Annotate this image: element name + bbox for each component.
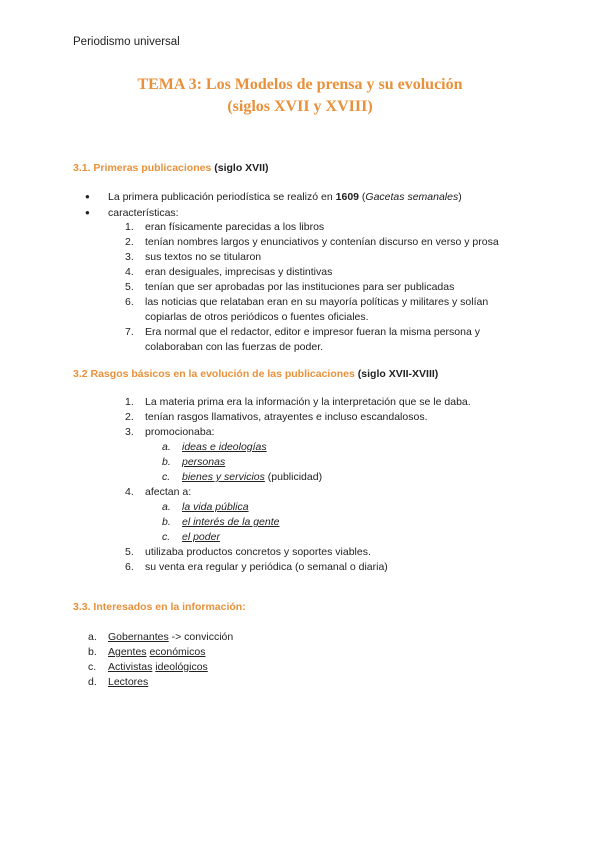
paren-open: ( — [361, 191, 366, 203]
list-text-continued: copiarlas de otros periódicos o fuentes oficiales. — [145, 311, 369, 323]
list-number: 4. — [125, 486, 134, 498]
list-text: tenían rasgos llamativos, atrayentes e incluso escandalosos. — [145, 411, 428, 423]
list-item — [88, 645, 233, 660]
list-item — [125, 485, 471, 500]
list-number: 1. — [125, 396, 134, 408]
sub-text: ideas e ideologías — [182, 441, 267, 453]
list-text: afectan a: — [145, 486, 192, 498]
bullet-italic: Gacetas semanales — [365, 191, 459, 203]
list-number: 2. — [125, 236, 134, 248]
list-letter: c. — [88, 661, 97, 673]
list-term: Agentes — [108, 646, 147, 658]
sub-list-item — [145, 470, 471, 485]
list-item — [125, 545, 471, 560]
sub-list-item — [145, 515, 471, 530]
sub-text: el interés de la gente — [182, 516, 280, 528]
list-item — [125, 295, 499, 325]
sub-text: bienes y servicios — [182, 471, 265, 483]
list-item — [125, 220, 499, 235]
list-item — [125, 410, 471, 425]
sub-letter: b. — [162, 516, 171, 528]
list-number: 5. — [125, 281, 134, 293]
list-number: 5. — [125, 546, 134, 558]
section-heading-suffix: (siglo XVII-XVIII) — [357, 368, 439, 380]
list-text: ideológicos — [155, 661, 208, 673]
bullet-text: características: — [108, 207, 179, 219]
list-item — [125, 395, 471, 410]
list-item — [125, 560, 471, 575]
list-text: utilizaba productos concretos y soportes viables. — [145, 546, 371, 558]
list-term: Activistas — [108, 661, 153, 673]
bullet-text: La primera publicación periodística se realizó en — [108, 191, 333, 203]
list-number: 6. — [125, 296, 134, 308]
bullet-item — [73, 189, 462, 205]
list-number: 6. — [125, 561, 134, 573]
bullet-item — [73, 205, 462, 221]
interested-list — [88, 630, 234, 690]
section-heading-suffix: (siglo XVII) — [214, 162, 269, 174]
list-text: eran desiguales, imprecisas y distintivas — [145, 266, 333, 278]
features-list — [125, 395, 471, 575]
list-text: tenían que ser aprobadas por las instituciones para ser publicadas — [145, 281, 455, 293]
list-text: económicos — [149, 646, 206, 658]
list-item — [125, 265, 499, 280]
sub-letter: b. — [162, 456, 171, 468]
section-heading-text: 3.3. Interesados en la información: — [73, 601, 246, 613]
list-letter: b. — [88, 646, 97, 658]
sub-list-item — [145, 530, 471, 545]
list-text: tenían nombres largos y enunciativos y contenían discurso en verso y prosa — [145, 236, 499, 248]
list-item — [88, 660, 233, 675]
section-heading-3-2 — [73, 368, 438, 380]
title-line-2: (siglos XVII y XVIII) — [227, 98, 373, 115]
list-item — [88, 630, 234, 645]
sub-list-item — [145, 440, 471, 455]
list-text: las noticias que relataban eran en su mayoría políticas y militares y solían — [145, 296, 489, 308]
sub-text: el poder — [182, 531, 220, 543]
section-heading-text: 3.1. Primeras publicaciones — [73, 162, 212, 174]
list-number: 7. — [125, 326, 134, 338]
sub-letter: a. — [162, 441, 171, 453]
list-item — [125, 325, 499, 355]
list-item — [125, 235, 499, 250]
title-line-1: TEMA 3: Los Modelos de prensa y su evolución — [137, 76, 463, 93]
sub-letter: c. — [162, 471, 171, 483]
section-heading-3-1 — [73, 162, 269, 174]
bullet-year: 1609 — [335, 191, 359, 203]
list-item — [125, 280, 499, 295]
list-number: 1. — [125, 221, 134, 233]
list-number: 3. — [125, 426, 134, 438]
section-heading-3-3 — [73, 601, 246, 613]
paren-close: ) — [458, 191, 462, 203]
sub-letter: c. — [162, 531, 171, 543]
list-text: sus textos no se titularon — [145, 251, 262, 263]
sub-text: la vida pública — [182, 501, 249, 513]
running-header: Periodismo universal — [73, 36, 180, 48]
list-letter: d. — [88, 676, 97, 688]
section-heading-text: 3.2 Rasgos básicos en la evolución de las publicaciones — [73, 368, 355, 380]
list-item — [88, 675, 233, 690]
list-number: 4. — [125, 266, 134, 278]
list-text: promocionaba: — [145, 426, 215, 438]
list-text: su venta era regular y periódica (o semanal o diaria) — [145, 561, 388, 573]
characteristics-list — [125, 220, 499, 355]
list-term: Gobernantes — [108, 631, 169, 643]
list-text: Era normal que el redactor, editor e impresor fueran la misma persona y — [145, 326, 480, 338]
sub-suffix: (publicidad) — [267, 471, 323, 483]
list-term: Lectores — [108, 676, 149, 688]
list-number: 2. — [125, 411, 134, 423]
sub-list-item — [145, 500, 471, 515]
list-item — [125, 250, 499, 265]
list-text: -> convicción — [171, 631, 234, 643]
bullet-list — [73, 189, 462, 221]
sub-text: personas — [182, 456, 226, 468]
sub-letter: a. — [162, 501, 171, 513]
list-letter: a. — [88, 631, 97, 643]
list-text-continued: colaboraban con las fuerzas de poder. — [145, 341, 324, 353]
page-title — [0, 74, 600, 118]
list-text: La materia prima era la información y la interpretación que se le daba. — [145, 396, 471, 408]
list-text: eran físicamente parecidas a los libros — [145, 221, 325, 233]
list-number: 3. — [125, 251, 134, 263]
sub-list-item — [145, 455, 471, 470]
list-item — [125, 425, 471, 440]
